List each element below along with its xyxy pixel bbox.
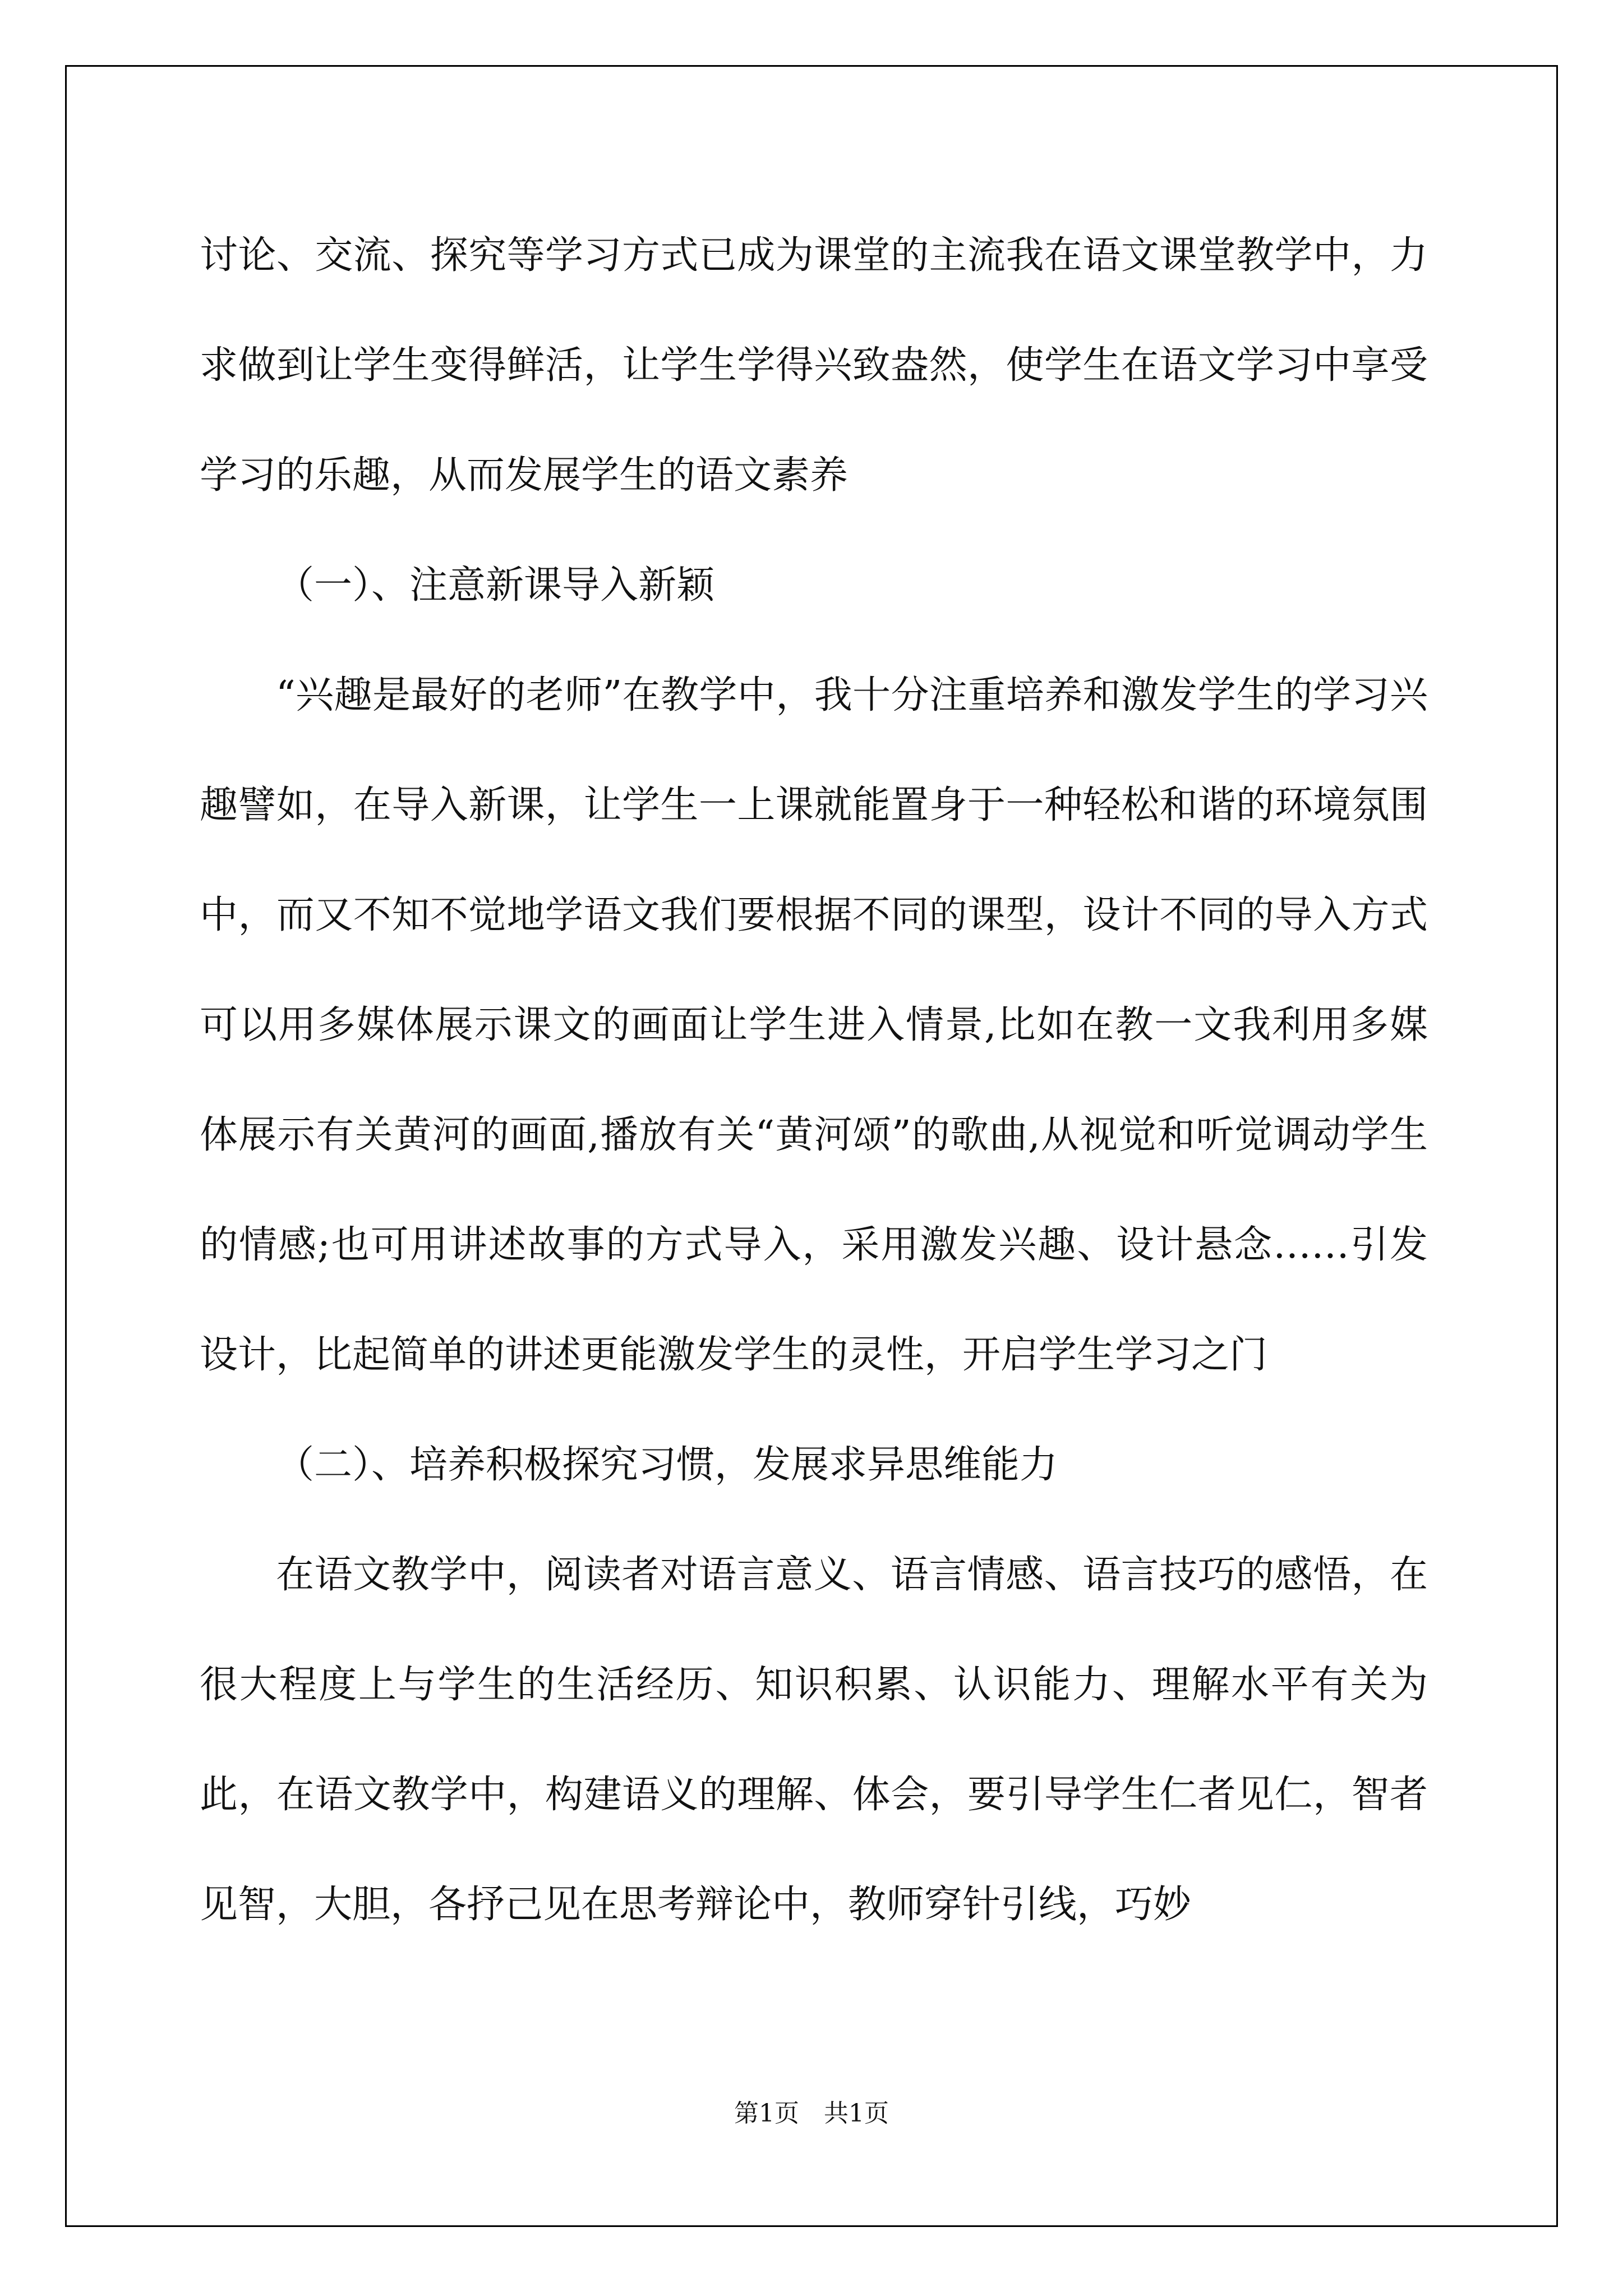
document-body [200, 201, 1428, 1960]
paragraph-1: 讨论、交流、探究等学习方式已成为课堂的主流我在语文课堂教学中，力求做到让学生变得鲜活，让学生学得兴致盎然，使学生在语文学习中享受学习的乐趣，从而发展学生的语文素养 [200, 233, 1428, 498]
paragraph-2: “兴趣是最好的老师”在教学中，我十分注重培养和激发学生的学习兴趣譬如，在导入新课，让学生一上课就能置身于一种轻松和谐的环境氛围中，而又不知不觉地学语文我们要根据不同的课型，设计不同的导入方式可以用多媒体展示课文的画面让学生进入情景,比如在教一文我利用多媒体展示有关黄河的画面,播放有关“黄河颂”的歌曲,从视觉和听觉调动学生的情感;也可用讲述故事的方式导入，采用激发兴趣、设计悬念……引发设计，比起简单的讲述更能激发学生的灵性，开启学生学习之门 [200, 673, 1428, 1377]
paragraph-3: 在语文教学中，阅读者对语言意义、语言情感、语言技巧的感悟，在很大程度上与学生的生活经历、知识积累、认识能力、理解水平有关为此，在语文教学中，构建语义的理解、体会，要引导学生仁者见仁，智者见智，大胆，各抒己见在思考辩论中，教师穿针引线，巧妙 [200, 1553, 1428, 1927]
section-heading-2: （二）、培养积极探究习惯，发展求异思维能力 [276, 1443, 1058, 1487]
section-heading-1: （一）、注意新课导入新颖 [276, 563, 715, 608]
page-footer: 第1页 共1页 [734, 2099, 889, 2128]
